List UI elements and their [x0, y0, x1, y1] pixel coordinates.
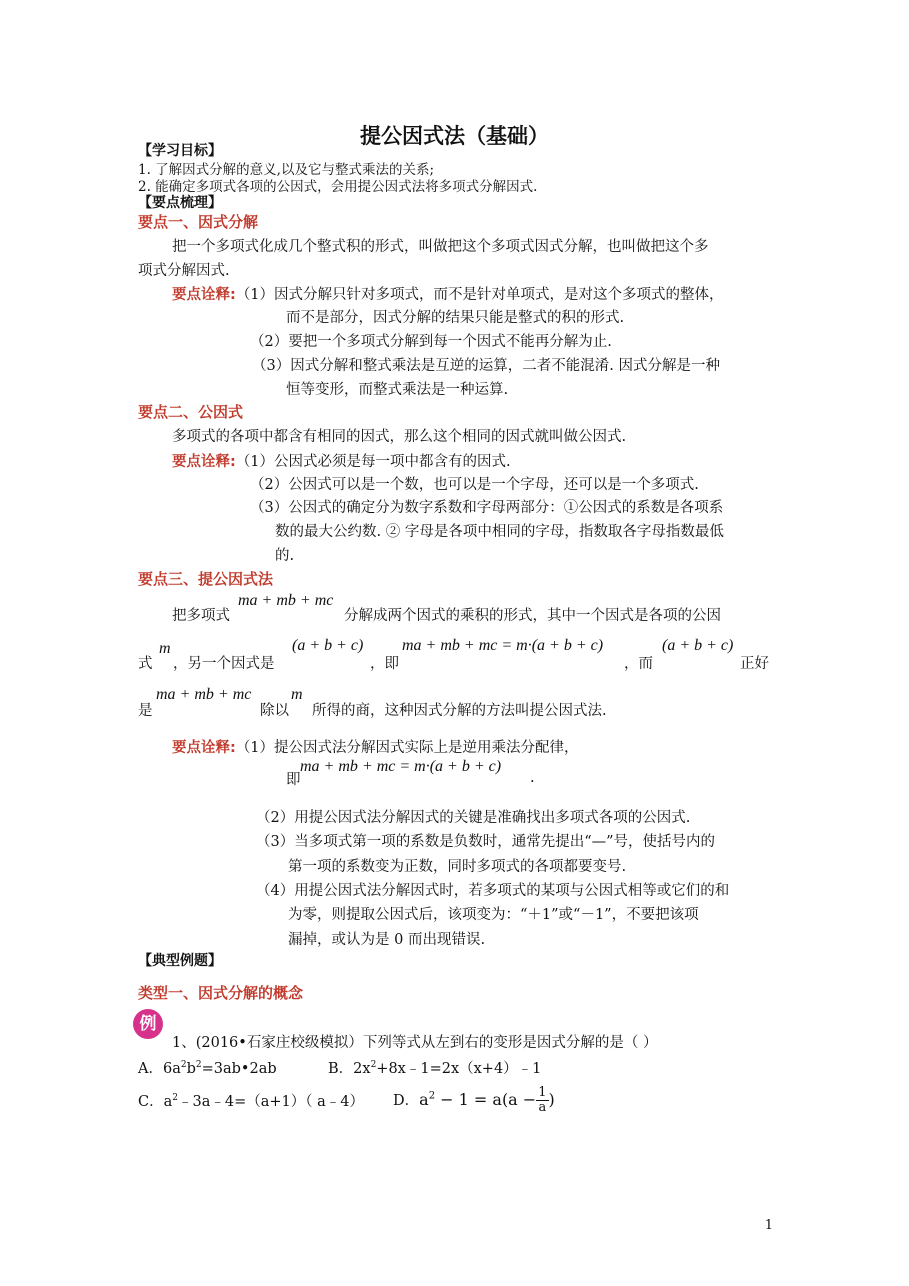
- study-goals-heading: 【学习目标】: [138, 143, 222, 159]
- point3-s1: 把多项式: [172, 608, 230, 624]
- point3-expr-m: m: [159, 640, 171, 657]
- point3-s9: 除以: [260, 703, 289, 719]
- type1-heading: 类型一、因式分解的概念: [138, 984, 304, 1002]
- point3-note3-l1: （3）当多项式第一项的系数是负数时，通常先提出“—”号，使括号内的: [256, 834, 716, 850]
- examples-heading: 【典型例题】: [138, 953, 222, 969]
- option-b-base: 2x: [353, 1061, 371, 1077]
- point1-para-line1: 把一个多项式化成几个整式积的形式，叫做把这个多项式因式分解，也叫做把这个多: [172, 239, 709, 255]
- point2-note1: （1）公因式必须是每一项中都含有的因式.: [235, 454, 511, 470]
- option-d: [393, 1086, 555, 1115]
- point3-s10: 所得的商，这种因式分解的方法叫提公因式法.: [312, 703, 607, 719]
- option-b-label: B．: [328, 1061, 354, 1077]
- study-goal-1: 1. 了解因式分解的意义,以及它与整式乘法的关系;: [138, 162, 435, 178]
- point3-expr-equation: ma + mb + mc = m·(a + b + c): [402, 637, 604, 654]
- point2-note-label: 要点诠释:: [172, 454, 236, 470]
- option-b-rest: +8x﹣1=2x（x+4）﹣1: [376, 1061, 542, 1077]
- point2-note2: （2）公因式可以是一个数，也可以是一个字母，还可以是一个多项式.: [250, 477, 699, 493]
- point3-s7: 正好: [740, 656, 769, 672]
- option-a-label: A．: [138, 1061, 163, 1077]
- option-d-close: ): [548, 1090, 555, 1109]
- point3-s4: ，另一个因式是: [173, 656, 275, 672]
- option-a: [138, 1057, 277, 1078]
- point3-note1-dot: .: [530, 770, 535, 786]
- point3-note4-l1: （4）用提公因式法分解因式时，若多项式的某项与公因式相等或它们的和: [256, 883, 730, 899]
- point2-heading: 要点二、公因式: [138, 403, 244, 421]
- point1-note2: （2）要把一个多项式分解到每一个因式不能再分解为止.: [250, 334, 612, 350]
- point2-note3-l1: （3）公因式的确定分为数字系数和字母两部分：①公因式的系数是各项系: [250, 500, 724, 516]
- option-a-base2: b: [186, 1061, 196, 1077]
- option-c-label: C．: [138, 1094, 164, 1110]
- point3-heading: 要点三、提公因式法: [138, 570, 274, 588]
- page-title: 提公因式法（基础）: [360, 124, 549, 148]
- option-a-sup2: 2: [195, 1060, 202, 1071]
- point3-expr-ma-mb-mc-2: ma + mb + mc: [156, 686, 252, 703]
- point3-note-line1: [172, 736, 579, 757]
- point3-note2: （2）用提公因式法分解因式的关键是准确找出多项式各项的公因式.: [256, 810, 691, 826]
- point3-expr-abc-2: (a + b + c): [662, 637, 734, 654]
- study-goal-2: 2. 能确定多项式各项的公因式，会用提公因式法将多项式分解因式.: [138, 179, 538, 195]
- option-d-mid: − 1 = a(a −: [435, 1090, 537, 1109]
- option-a-rest: =3ab•2ab: [201, 1061, 277, 1077]
- point3-note1: （1）提公因式法分解因式实际上是逆用乘法分配律，: [235, 740, 579, 756]
- option-d-sup: 2: [428, 1090, 436, 1102]
- option-b: [328, 1057, 541, 1078]
- point2-note-line1: [172, 450, 511, 471]
- option-c: [138, 1090, 364, 1111]
- option-c-rest: ﹣3a﹣4=（a+1）（ a﹣4）: [178, 1094, 364, 1110]
- point3-note1-equation: ma + mb + mc = m·(a + b + c): [300, 758, 502, 775]
- point3-note4-l3: 漏掉，或认为是 0 而出现错误.: [288, 932, 486, 948]
- option-b-sup: 2: [370, 1060, 377, 1071]
- option-a-sup1: 2: [180, 1060, 187, 1071]
- option-d-denominator: a: [538, 1100, 547, 1115]
- point3-note1-ji: 即: [286, 772, 301, 788]
- point1-note3-l1: （3）因式分解和整式乘法是互逆的运算，二者不能混淆. 因式分解是一种: [252, 358, 720, 374]
- point3-expr-abc: (a + b + c): [292, 637, 364, 654]
- option-d-base: a: [419, 1090, 429, 1109]
- point3-s3: 式: [138, 656, 153, 672]
- point3-s2: 分解成两个因式的乘积的形式，其中一个因式是各项的公因: [344, 608, 721, 624]
- point3-expr-m-2: m: [291, 686, 303, 703]
- option-d-fraction: [536, 1086, 548, 1115]
- point3-note3-l2: 第一项的系数变为正数，同时多项式的各项都要变号.: [288, 859, 627, 875]
- point1-para-line2: 项式分解因式.: [138, 263, 230, 279]
- point2-note3-l3: 的.: [275, 548, 295, 564]
- page-number: 1: [764, 1218, 773, 1233]
- example-question: 1、(2016•石家庄校级模拟）下列等式从左到右的变形是因式分解的是（ ）: [172, 1035, 658, 1051]
- point1-heading: 要点一、因式分解: [138, 213, 259, 231]
- option-d-numerator: 1: [538, 1085, 547, 1100]
- point3-s8: 是: [138, 703, 153, 719]
- point3-expr-ma-mb-mc: ma + mb + mc: [238, 592, 334, 609]
- option-c-sup: 2: [172, 1093, 178, 1104]
- point1-note-line1: [172, 283, 724, 304]
- point2-para: 多项式的各项中都含有相同的因式，那么这个相同的因式就叫做公因式.: [172, 429, 627, 445]
- option-d-label: D．: [393, 1093, 420, 1109]
- key-points-heading: 【要点梳理】: [138, 195, 222, 211]
- point1-note-label: 要点诠释:: [172, 287, 236, 303]
- point2-note3-l2: 数的最大公约数. ② 字母是各项中相同的字母，指数取各字母指数最低: [275, 524, 724, 540]
- point3-s5: ，即: [370, 656, 399, 672]
- point3-note-label: 要点诠释:: [172, 740, 236, 756]
- point1-note1-l2: 而不是部分，因式分解的结果只能是整式的积的形式.: [286, 310, 625, 326]
- example-badge: 例: [133, 1009, 163, 1039]
- point1-note3-l2: 恒等变形，而整式乘法是一种运算.: [286, 382, 509, 398]
- point1-note1-l1: （1）因式分解只针对多项式，而不是针对单项式，是对这个多项式的整体，: [235, 287, 724, 303]
- option-c-base: a: [163, 1094, 173, 1110]
- point3-s6: ，而: [624, 656, 653, 672]
- point3-note4-l2: 为零，则提取公因式后，该项变为：“＋1”或“－1”，不要把该项: [288, 907, 699, 923]
- option-a-base1: 6a: [162, 1061, 181, 1077]
